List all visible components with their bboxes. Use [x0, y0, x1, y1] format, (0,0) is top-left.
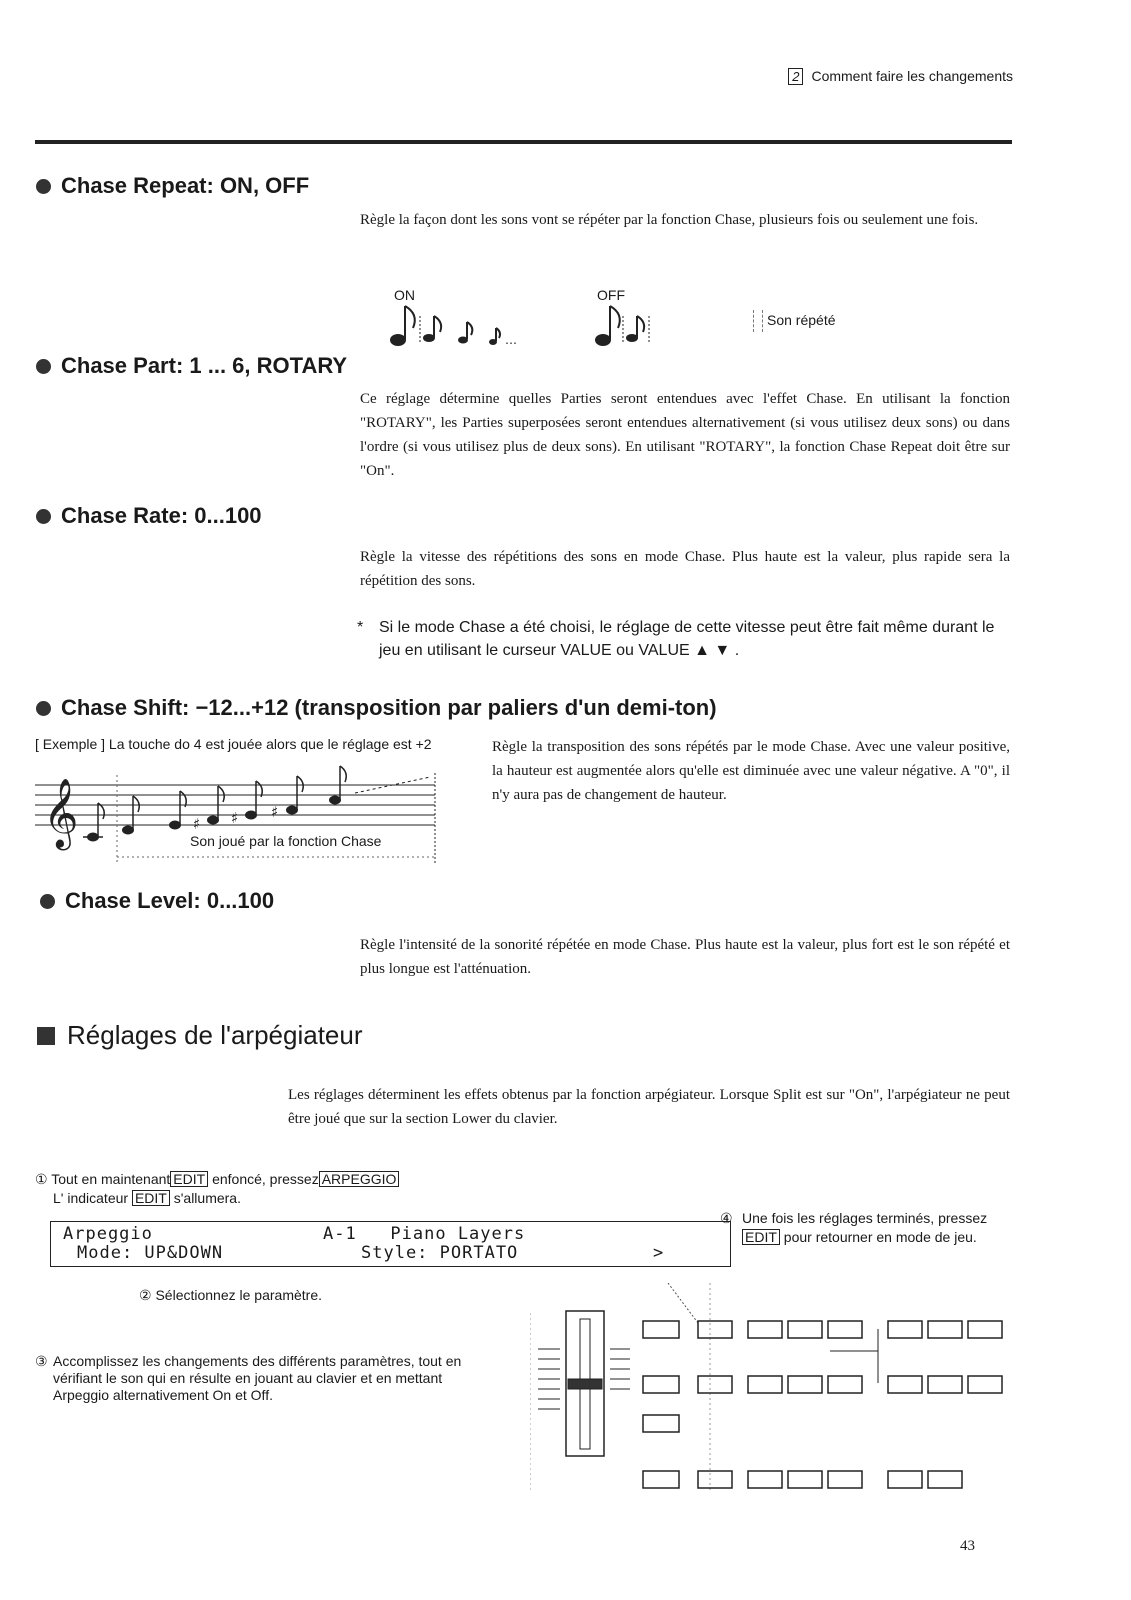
- step-1-text-b: enfoncé, pressez: [212, 1171, 319, 1187]
- chase-shift-example: [ Exemple ] La touche do 4 est jouée alors que le réglage est +2: [35, 736, 432, 752]
- chase-part-heading: [36, 353, 347, 379]
- arpeggiator-text: Les réglages déterminent les effets obtenus par la fonction arpégiateur. Lorsque Split est sur "On", l'arpégiateur ne peut être joué que sur la section Lower du clavier.: [288, 1087, 1010, 1127]
- repeat-notes-diagram: [385, 302, 685, 350]
- note-asterisk: *: [357, 619, 364, 636]
- section-number: 2: [788, 68, 803, 85]
- value-slider-icon: [538, 1311, 630, 1456]
- label-on: ON: [394, 287, 415, 303]
- chase-rate-heading: [36, 503, 262, 529]
- header-title: Comment faire les changements: [811, 68, 1013, 84]
- step-1-text-c: L' indicateur: [53, 1190, 129, 1206]
- chase-part-title: Chase Part: 1 ... 6, ROTARY: [61, 353, 348, 378]
- lcd-line-1b: A-1 Piano Layers: [323, 1224, 526, 1244]
- step-1-text-a: Tout en maintenant: [51, 1171, 171, 1187]
- bullet-icon: [36, 359, 51, 374]
- step-1: [35, 1170, 399, 1208]
- staff-caption: Son joué par la fonction Chase: [190, 833, 382, 849]
- step-1-text-d: s'allumera.: [173, 1190, 241, 1206]
- step-2-number: ②: [139, 1287, 152, 1303]
- chase-repeat-text: Règle la façon dont les sons vont se répéter par la fonction Chase, plusieurs fois ou seulement une fois.: [360, 212, 979, 228]
- edit-indicator: EDIT: [132, 1190, 170, 1206]
- cursor-buttons-icon: [643, 1321, 679, 1488]
- step-2-text: Sélectionnez le paramètre.: [155, 1287, 322, 1303]
- notes-off-icon: [595, 306, 649, 346]
- step-1-number: ①: [35, 1171, 48, 1187]
- panel-buttons-icon: [698, 1321, 1002, 1488]
- legend-bracket: [753, 310, 763, 332]
- svg-text:♯: ♯: [231, 809, 239, 827]
- svg-text:♯: ♯: [271, 803, 279, 821]
- bullet-icon: [36, 179, 51, 194]
- arpeggiator-title: Réglages de l'arpégiateur: [67, 1020, 363, 1050]
- chase-rate-note: [357, 616, 1010, 662]
- edit-key: EDIT: [170, 1171, 208, 1187]
- edit-key-return: EDIT: [742, 1229, 780, 1245]
- chase-rate-text: Règle la vitesse des répétitions des sons en mode Chase. Plus haute est la valeur, plus rapide sera la répétition des sons.: [360, 549, 1010, 589]
- chase-part-text: Ce réglage détermine quelles Parties seront entendues avec l'effet Chase. En utilisant la fonction "ROTARY", les Parties superposées seront entendues alternativement (si vous utilisez deux sons) ou dans l'ordre (si vous utilisez plus de deux sons). En utilisant "ROTARY", la fonction Chase Repeat doit être sur "On".: [360, 391, 1010, 479]
- step-3: [35, 1353, 465, 1404]
- step-3-text: Accomplissez les changements des différents paramètres, tout en vérifiant le son qui en résulte en jouant au clavier et en mettant Arpeggio alternativement On et Off.: [53, 1353, 462, 1403]
- page-number: 43: [960, 1538, 975, 1554]
- arpeggio-key: ARPEGGIO: [319, 1171, 400, 1187]
- chase-level-heading: [40, 888, 274, 914]
- lcd-line-2a: Mode: UP&DOWN: [77, 1243, 224, 1263]
- step-3-number: ③: [35, 1353, 48, 1369]
- note-text: Si le mode Chase a été choisi, le réglage de cette vitesse peut être fait même durant le jeu en utilisant le curseur VALUE ou VALUE ▲ ▼ .: [379, 619, 995, 659]
- square-bullet-icon: [37, 1027, 55, 1045]
- step-4: [720, 1209, 1020, 1247]
- chase-repeat-heading: [36, 173, 309, 199]
- lcd-display: [50, 1221, 731, 1267]
- page-header: [788, 68, 1013, 85]
- header-rule: [35, 140, 1012, 144]
- lcd-line-2b: Style: PORTATO: [361, 1243, 519, 1263]
- notes-on-icon: [390, 306, 517, 347]
- step-4-number: ④: [720, 1210, 733, 1226]
- bullet-icon: [36, 701, 51, 716]
- chase-shift-title: Chase Shift: −12...+12 (transposition par paliers d'un demi-ton): [61, 695, 717, 720]
- arpeggiator-heading: [37, 1020, 363, 1051]
- treble-clef-icon: 𝄞: [43, 778, 79, 848]
- chase-repeat-title: Chase Repeat: ON, OFF: [61, 173, 310, 198]
- bullet-icon: [36, 509, 51, 524]
- control-panel-diagram: [530, 1283, 1030, 1503]
- svg-text:♯: ♯: [193, 815, 201, 833]
- chase-shift-heading: [36, 695, 717, 721]
- legend-son-repete: Son répété: [767, 312, 836, 328]
- chase-shift-text: Règle la transposition des sons répétés par le mode Chase. Avec une valeur positive, la hauteur est augmentée alors qu'elle est diminuée avec une valeur négative. A "0", il n'y aura pas de changement de hauteur.: [492, 739, 1010, 803]
- bullet-icon: [40, 894, 55, 909]
- label-off: OFF: [597, 287, 625, 303]
- step-4-text-b: pour retourner en mode de jeu.: [783, 1229, 977, 1245]
- lcd-line-1a: Arpeggio: [63, 1224, 153, 1244]
- chase-rate-title: Chase Rate: 0...100: [61, 503, 262, 528]
- chase-level-text: Règle l'intensité de la sonorité répétée en mode Chase. Plus haute est la valeur, plus fort est le son répété et plus longue est l'atténuation.: [360, 937, 1010, 977]
- lcd-cursor: >: [653, 1243, 665, 1263]
- chase-level-title: Chase Level: 0...100: [65, 888, 275, 913]
- step-2: [139, 1287, 322, 1304]
- svg-text:…: …: [505, 333, 517, 347]
- step-4-text-a: Une fois les réglages terminés, pressez: [742, 1210, 988, 1226]
